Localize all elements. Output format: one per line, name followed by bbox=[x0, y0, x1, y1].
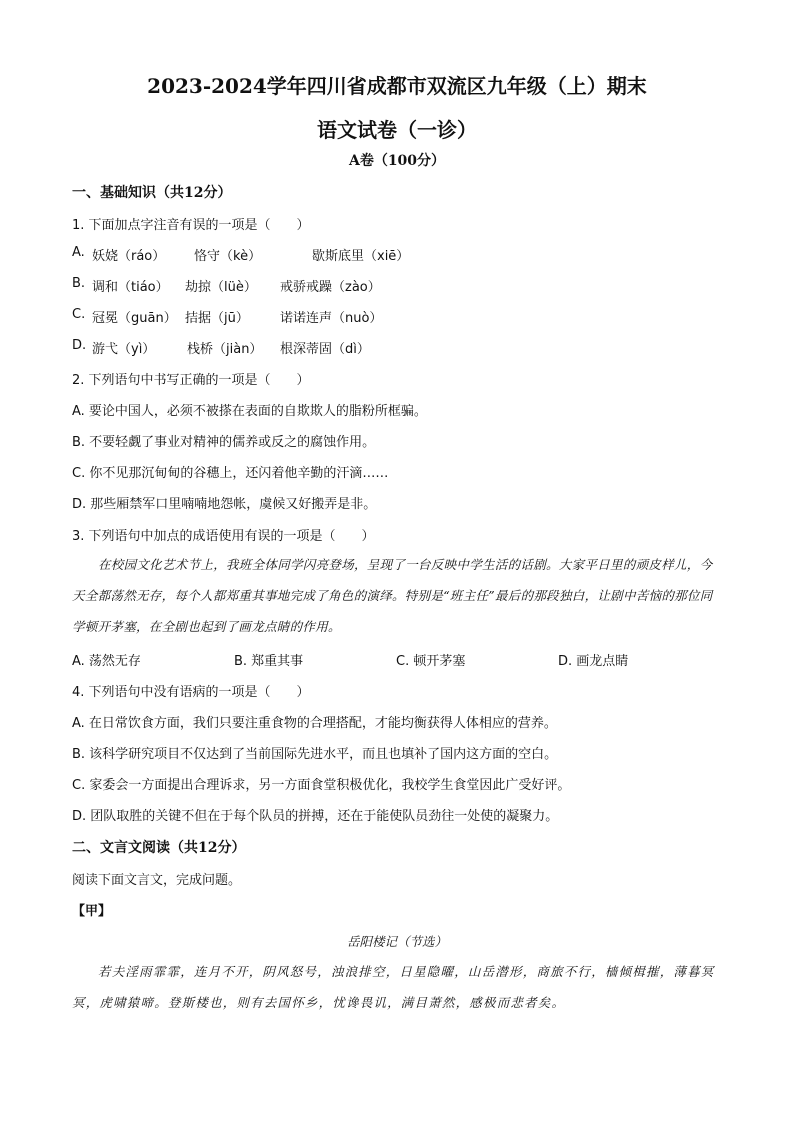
option-item: 戒骄戒躁（zào） bbox=[280, 280, 381, 295]
option-item: 歇斯底里（xiē） bbox=[312, 249, 410, 264]
q2-option-d: D. 那些厢禁军口里喃喃地怨帐，虞候又好搬弄是非。 bbox=[72, 497, 377, 512]
q3-option-c: C. 顿开茅塞 bbox=[396, 654, 466, 669]
option-letter: D. bbox=[72, 338, 87, 353]
exam-title: 2023-2024学年四川省成都市双流区九年级（上）期末 bbox=[147, 74, 647, 98]
option-item: 调和（tiáo） bbox=[92, 280, 169, 295]
classical-text: 若夫淫雨霏霏，连月不开，阴风怒号，浊浪排空，日星隐曜，山岳潜形，商旅不行，樯倾楫摧，薄暮冥冥，虎啸猿啼。登斯楼也，则有去国怀乡，忧谗畏讥，满目萧然，感极而悲者矣。 bbox=[72, 964, 715, 1010]
q4-option-d: D. 团队取胜的关键不但在于每个队员的拼搏，还在于能使队员劲往一处使的凝聚力。 bbox=[72, 809, 559, 824]
section1-heading: 一、基础知识（共12分） bbox=[72, 185, 232, 201]
option-item: 诺诺连声（nuò） bbox=[280, 311, 383, 326]
q2-option-b: B. 不要轻觑了事业对精神的儒养或反之的腐蚀作用。 bbox=[72, 435, 376, 450]
option-item: 游弋（yì） bbox=[92, 342, 156, 357]
q3-option-a: A. 荡然无存 bbox=[72, 654, 141, 669]
q1-option-d bbox=[72, 338, 370, 357]
section2-instruction: 阅读下面文言文，完成问题。 bbox=[72, 873, 242, 888]
q3-option-d: D. 画龙点睛 bbox=[558, 654, 629, 669]
q4-stem: 4. 下列语句中没有语病的一项是（ ） bbox=[72, 685, 310, 700]
option-letter: C. bbox=[72, 307, 86, 322]
option-letter: B. bbox=[72, 276, 86, 291]
q4-option-b: B. 该科学研究项目不仅达到了当前国际先进水平，而且也填补了国内这方面的空白。 bbox=[72, 747, 558, 762]
option-item: 拮据（jū） bbox=[185, 311, 249, 326]
q2-stem: 2. 下列语句中书写正确的一项是（ ） bbox=[72, 373, 310, 388]
option-item: 劫掠（lüè） bbox=[185, 280, 257, 295]
q1-option-b bbox=[72, 276, 381, 295]
text-label-jia: 【甲】 bbox=[72, 904, 112, 919]
exam-subtitle: 语文试卷（一诊） bbox=[317, 118, 477, 142]
q3-passage: 在校园文化艺术节上，我班全体同学闪亮登场，呈现了一台反映中学生活的话剧。大家平日里的顽皮样儿，今天全都荡然无存，每个人都郑重其事地完成了角色的演绎。特别是“班主任”最后的那段独白，让剧中苦恼的那位同学顿开茅塞，在全剧也起到了画龙点睛的作用。 bbox=[72, 557, 713, 634]
q3-stem: 3. 下列语句中加点的成语使用有误的一项是（ ） bbox=[72, 529, 375, 544]
option-item: 妖娆（ráo） bbox=[92, 249, 166, 264]
q2-option-c: C. 你不见那沉甸甸的谷穗上，还闪着他辛勤的汗滴…… bbox=[72, 466, 389, 481]
option-item: 恪守（kè） bbox=[194, 249, 262, 264]
option-item: 栈桥（jiàn） bbox=[187, 342, 263, 357]
q4-option-a: A. 在日常饮食方面，我们只要注重食物的合理搭配，才能均衡获得人体相应的营养。 bbox=[72, 716, 557, 731]
q4-option-c: C. 家委会一方面提出合理诉求，另一方面食堂积极优化，我校学生食堂因此广受好评。 bbox=[72, 778, 571, 793]
q2-option-a: A. 要论中国人，必须不被搽在表面的自欺欺人的脂粉所框骗。 bbox=[72, 404, 427, 419]
part-label: A卷（100分） bbox=[348, 153, 446, 169]
q3-option-b: B. 郑重其事 bbox=[234, 654, 304, 669]
option-item: 冠冕（guān） bbox=[92, 311, 177, 326]
q1-option-c bbox=[72, 307, 383, 326]
q1-stem: 1. 下面加点字注音有误的一项是（ ） bbox=[72, 218, 310, 233]
text-title: 岳阳楼记（节选） bbox=[346, 934, 447, 949]
option-item: 根深蒂固（dì） bbox=[280, 342, 370, 357]
section2-heading: 二、文言文阅读（共12分） bbox=[72, 840, 246, 856]
q1-option-a bbox=[72, 245, 410, 264]
option-letter: A. bbox=[72, 245, 85, 260]
